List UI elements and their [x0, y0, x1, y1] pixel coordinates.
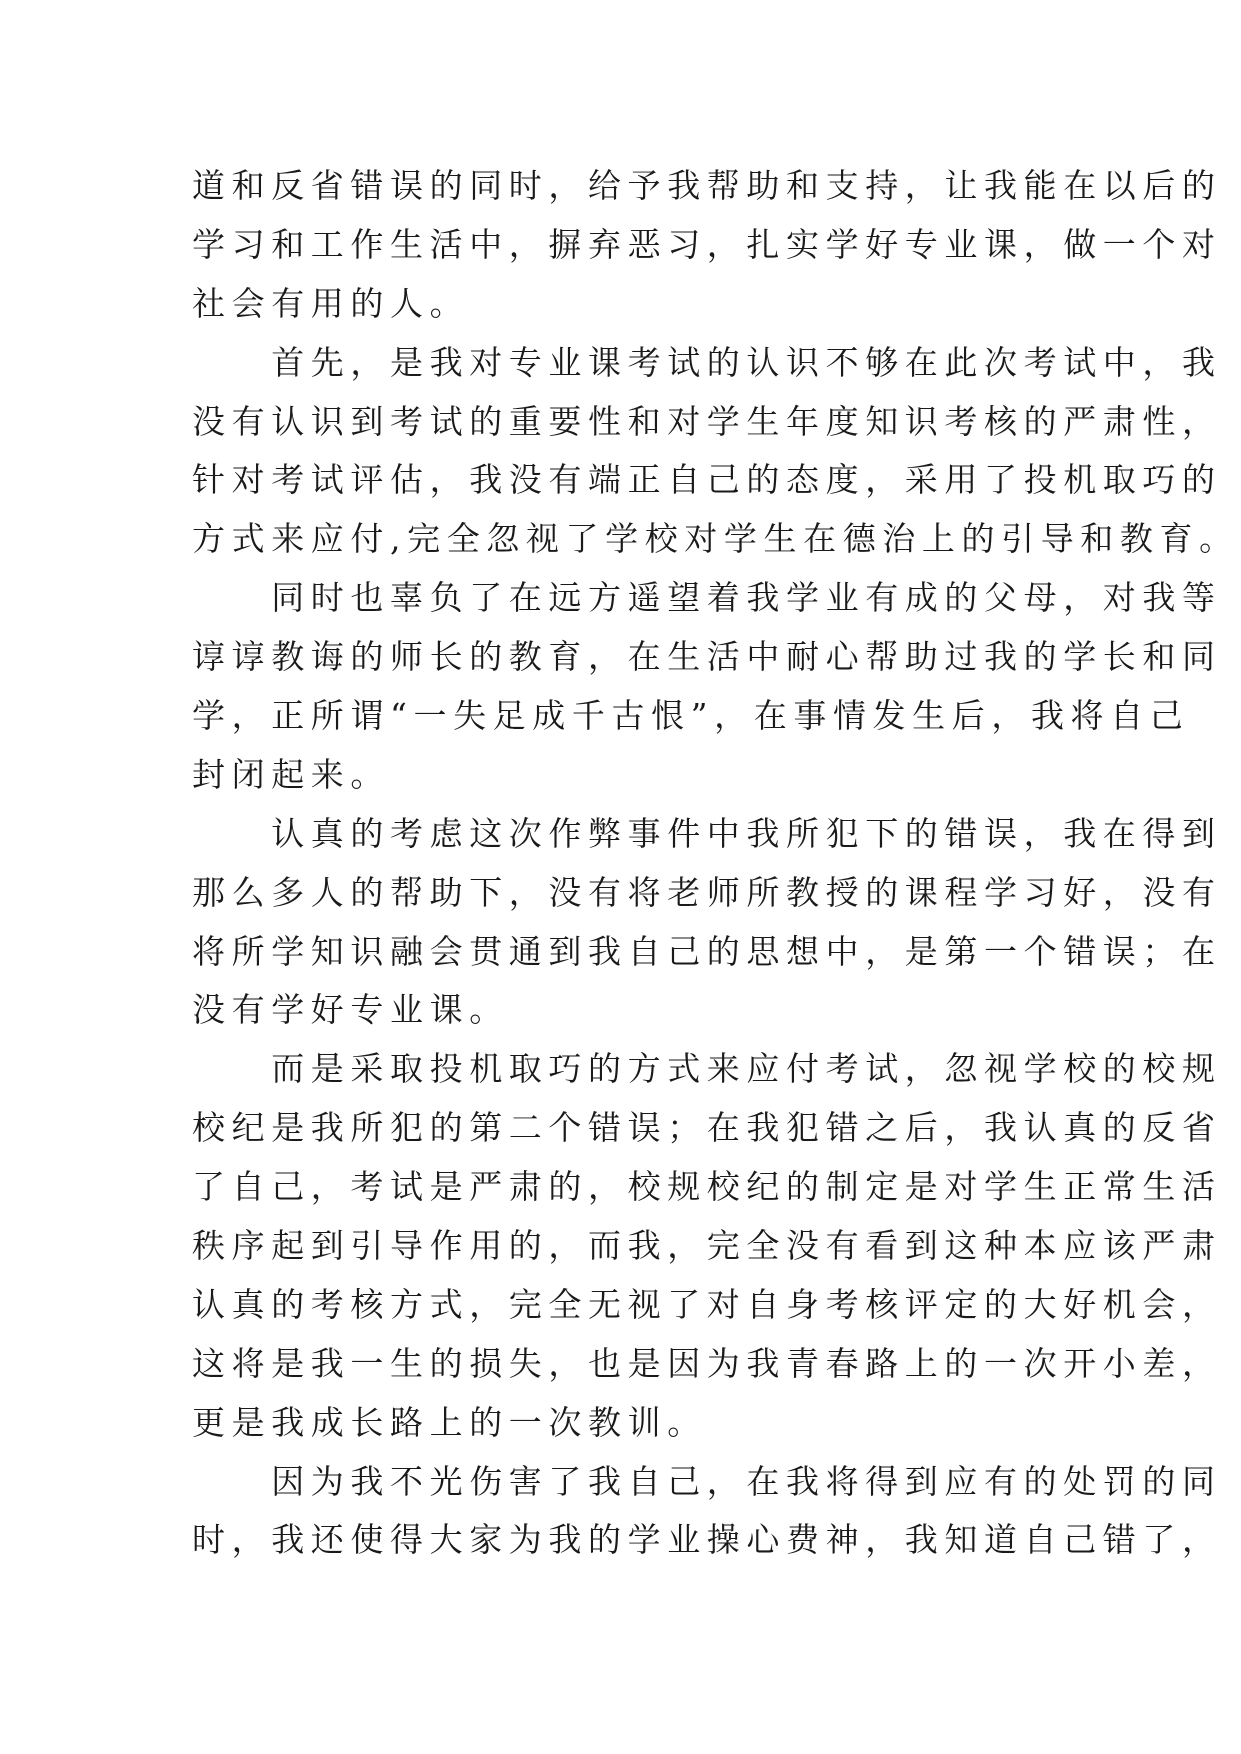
text-line: 因为我不光伤害了我自己，在我将得到应有的处罚的同: [192, 1461, 1222, 1501]
text-line: 没有学好专业课。: [192, 990, 509, 1030]
text-line: 方式来应付,完全忽视了学校对学生在德治上的引导和教育。: [192, 519, 1239, 559]
text-line: 封闭起来。: [192, 754, 390, 794]
text-line: 道和反省错误的同时，给予我帮助和支持，让我能在以后的: [192, 166, 1222, 205]
text-line: 这将是我一生的损失，也是因为我青春路上的一次开小差，: [192, 1343, 1222, 1383]
text-line: 首先，是我对专业课考试的认识不够在此次考试中，我: [192, 342, 1222, 382]
text-line: 将所学知识融会贯通到我自己的思想中，是第一个错误；在: [192, 931, 1222, 971]
text-line: 社会有用的人。: [192, 283, 470, 323]
text-line: 那么多人的帮助下，没有将老师所教授的课程学习好，没有: [192, 872, 1222, 912]
text-line: 同时也辜负了在远方遥望着我学业有成的父母，对我等: [192, 578, 1222, 618]
text-line: 谆谆教诲的师长的教育，在生活中耐心帮助过我的学长和同: [192, 637, 1222, 677]
text-line: 而是采取投机取巧的方式来应付考试，忽视学校的校规: [192, 1049, 1222, 1089]
text-line: 秩序起到引导作用的，而我，完全没有看到这种本应该严肃: [192, 1226, 1222, 1266]
text-line: 学习和工作生活中，摒弃恶习，扎实学好专业课，做一个对: [192, 224, 1222, 264]
document-body: [192, 157, 1239, 1570]
text-line: 认真的考虑这次作弊事件中我所犯下的错误，我在得到: [192, 813, 1222, 853]
text-line: 校纪是我所犯的第二个错误；在我犯错之后，我认真的反省: [192, 1108, 1222, 1148]
text-line: 更是我成长路上的一次教训。: [192, 1402, 707, 1442]
text-line: 认真的考核方式，完全无视了对自身考核评定的大好机会，: [192, 1284, 1222, 1324]
text-line: 了自己，考试是严肃的，校规校纪的制定是对学生正常生活: [192, 1167, 1222, 1207]
text-line: 没有认识到考试的重要性和对学生年度知识考核的严肃性，: [192, 401, 1222, 441]
text-line: 学，正所谓“一失足成千古恨”，在事情发生后，我将自己: [192, 696, 1190, 736]
text-line: 时，我还使得大家为我的学业操心费神，我知道自己错了，: [192, 1520, 1222, 1560]
text-line: 针对考试评估，我没有端正自己的态度，采用了投机取巧的: [192, 460, 1222, 500]
